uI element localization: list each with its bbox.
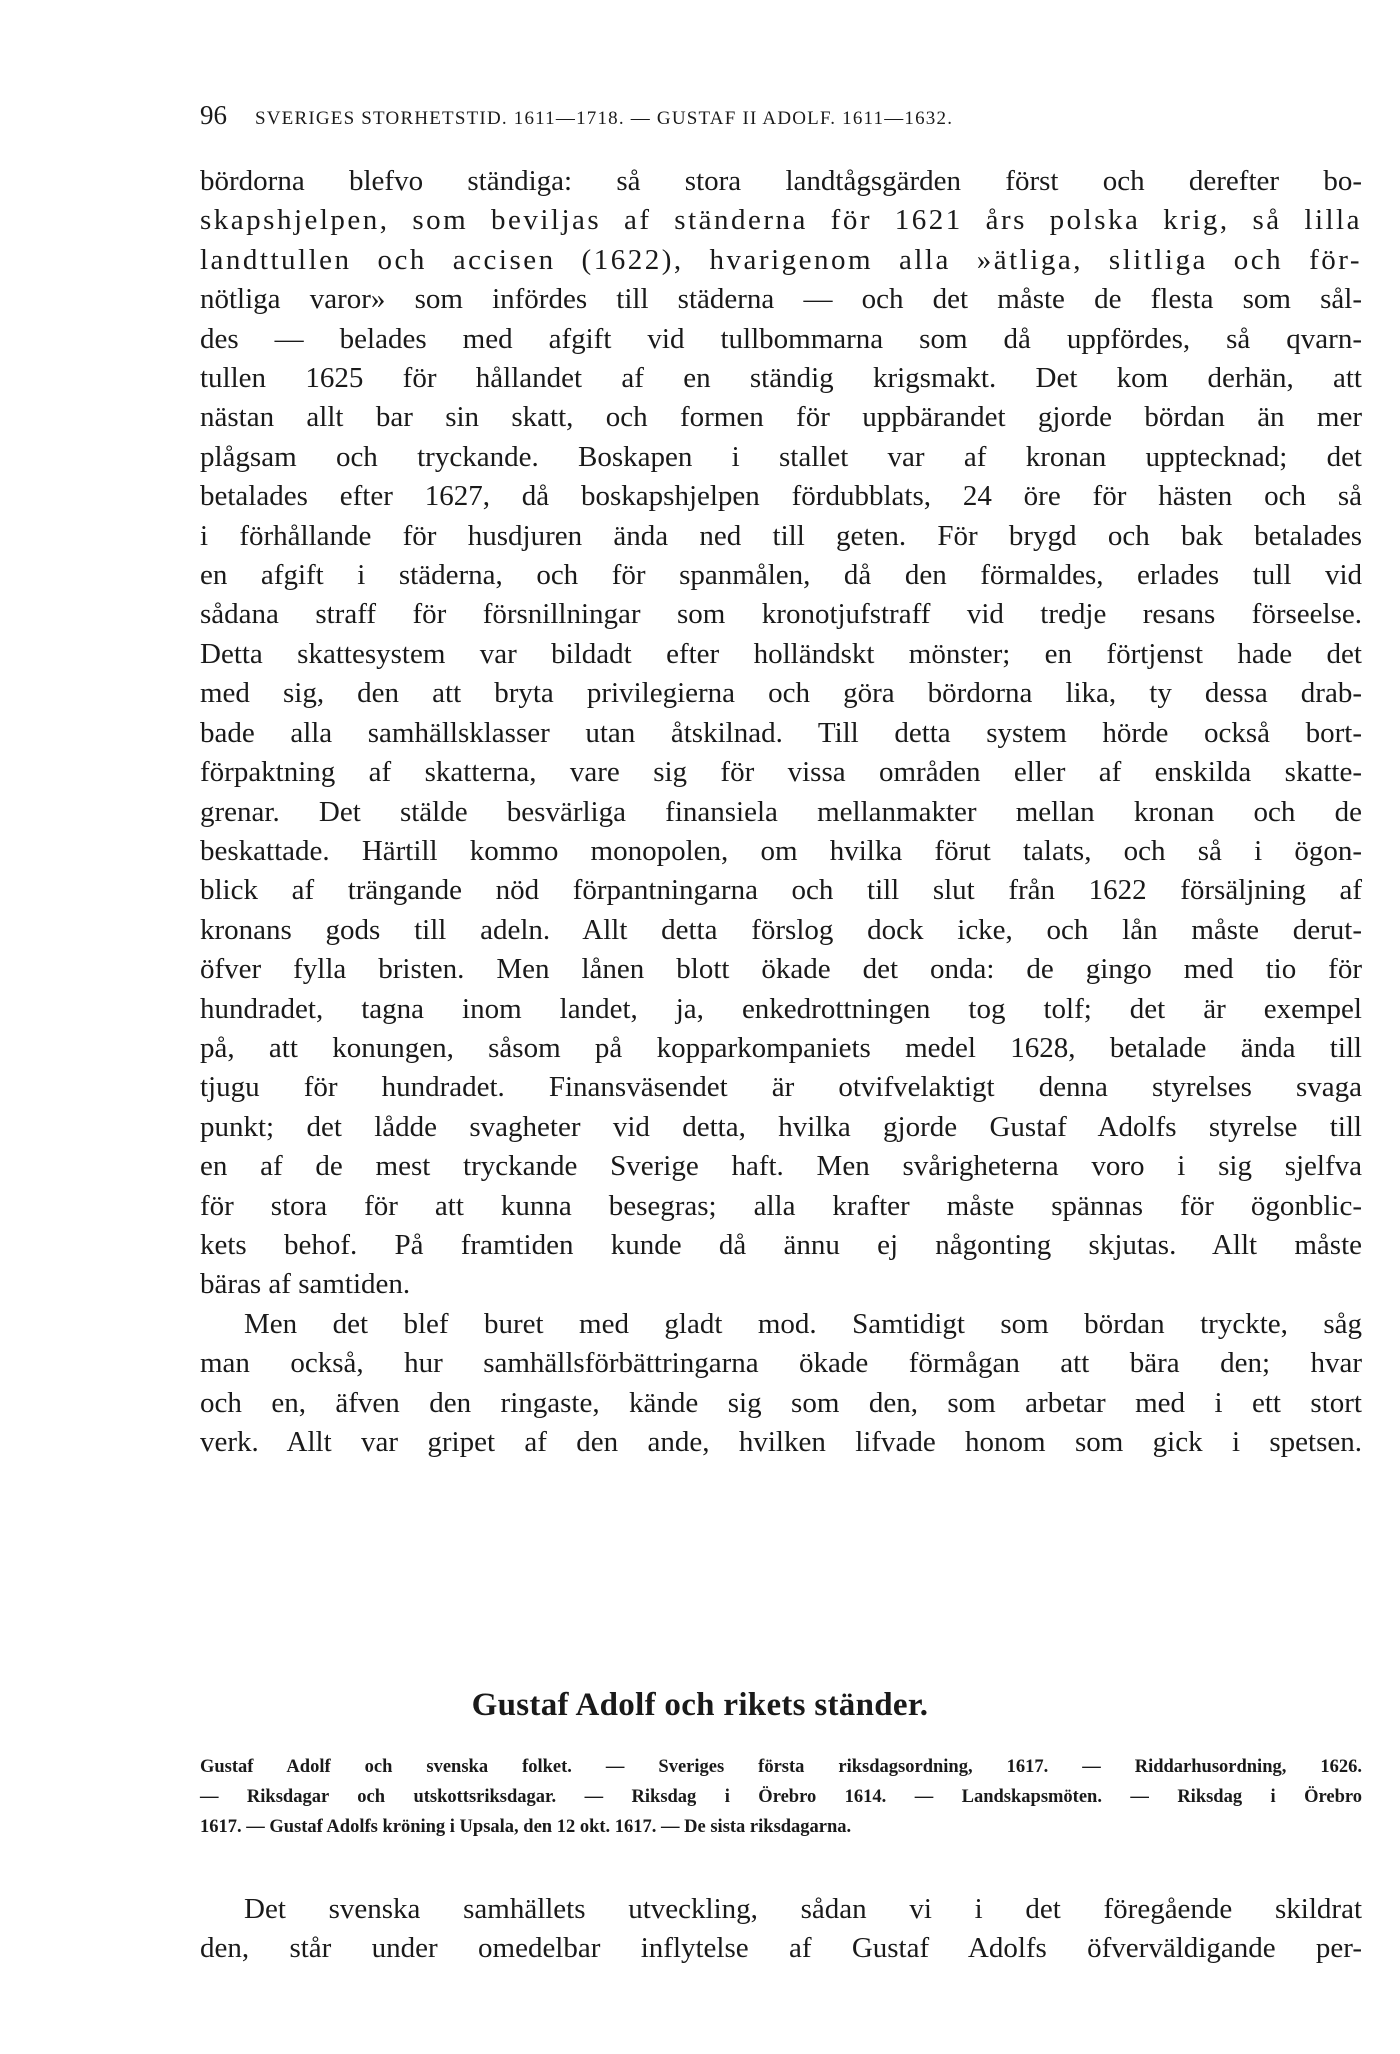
text-line: för stora för att kunna besegras; alla krafter måste spännas för ögonblic- — [200, 1189, 1362, 1222]
text-line: en af de mest tryckande Sverige haft. Men svårigheterna voro i sig sjelfva — [200, 1150, 1362, 1183]
text-line: Det svenska samhällets utveckling, sådan vi i det föregående skildrat — [244, 1893, 1362, 1925]
text-line: Detta skattesystem var bildadt efter holländskt mönster; en förtjenst hade det — [200, 637, 1362, 670]
text-line: des — belades med afgift vid tullbommarna som då uppfördes, så qvarn- — [200, 322, 1362, 355]
summary-line: Gustaf Adolf och svenska folket. — Sveriges första riksdagsordning, 1617. — Riddarhusordning, 1626. — [200, 1757, 1362, 1777]
text-line: på, att konungen, såsom på kopparkompaniets medel 1628, betalade ända till — [200, 1031, 1362, 1064]
paragraph-3 — [200, 1890, 1362, 1969]
text-line: i förhållande för husdjuren ända ned till geten. För brygd och bak betalades — [200, 519, 1362, 552]
text-line: grenar. Det stälde besvärliga finansiela mellanmakter mellan kronan och de — [200, 795, 1362, 828]
text-line: nötliga varor» som infördes till städerna — och det måste de flesta som sål- — [200, 283, 1362, 316]
text-line: beskattade. Härtill kommo monopolen, om hvilka förut talats, och så i ögon- — [200, 834, 1362, 867]
text-line: och en, äfven den ringaste, kände sig som den, som arbetar med i ett stort — [200, 1386, 1362, 1419]
text-line: kets behof. På framtiden kunde då ännu ej någonting skjutas. Allt måste — [200, 1228, 1362, 1261]
text-line: nästan allt bar sin skatt, och formen för uppbärandet gjorde bördan än mer — [200, 401, 1362, 434]
text-line: verk. Allt var gripet af den ande, hvilken lifvade honom som gick i spetsen. — [200, 1426, 1362, 1458]
text-line: bäras af samtiden. — [200, 1268, 411, 1301]
paragraph-1 — [200, 162, 1362, 1462]
summary-line: — Riksdagar och utskottsriksdagar. — Riksdag i Örebro 1614. — Landskapsmöten. — Riksdag i Örebro — [200, 1787, 1362, 1807]
text-line: tjugu för hundradet. Finansväsendet är otvifvelaktigt denna styrelses svaga — [200, 1071, 1362, 1104]
text-line: bade alla samhällsklasser utan åtskilnad. Till detta system hörde också bort- — [200, 716, 1362, 749]
text-line: med sig, den att bryta privilegierna och göra bördorna lika, ty dessa drab- — [200, 677, 1362, 710]
text-line: tullen 1625 för hållandet af en ständig krigsmakt. Det kom derhän, att — [200, 362, 1362, 395]
text-line: Men det blef buret med gladt mod. Samtidigt som bördan tryckte, såg — [244, 1307, 1362, 1340]
text-line: bördorna blefvo ständiga: så stora landtågsgärden först och derefter bo- — [200, 165, 1362, 197]
summary-line: 1617. — Gustaf Adolfs kröning i Upsala, den 12 okt. 1617. — De sista riksdagarna. — [200, 1817, 852, 1837]
text-line: blick af trängande nöd förpantningarna och till slut från 1622 försäljning af — [200, 874, 1362, 907]
section-title: Gustaf Adolf och rikets ständer. — [471, 1687, 929, 1723]
text-line: en afgift i städerna, och för spanmålen, då den förmaldes, erlades tull vid — [200, 559, 1362, 592]
section-summary — [200, 1752, 1362, 1842]
text-line: hundradet, tagna inom landet, ja, enkedrottningen tog tolf; det är exempel — [200, 992, 1362, 1025]
page-number: 96 — [200, 100, 227, 130]
running-title: SVERIGES STORHETSTID. 1611—1718. — GUSTAF II ADOLF. 1611—1632. — [254, 108, 954, 129]
text-line: sådana straff för försnillningar som kronotjufstraff vid tredje resans förseelse. — [200, 598, 1362, 631]
running-header — [200, 100, 1390, 131]
text-line: punkt; det lådde svagheter vid detta, hvilka gjorde Gustaf Adolfs styrelse till — [200, 1110, 1362, 1143]
text-line: förpaktning af skatterna, vare sig för vissa områden eller af enskilda skatte- — [200, 756, 1362, 789]
text-line: landttullen och accisen (1622), hvarigenom alla »ätliga, slitliga och för- — [200, 243, 1362, 276]
text-line: skapshjelpen, som beviljas af ständerna för 1621 års polska krig, så lilla — [200, 204, 1362, 237]
text-line: kronans gods till adeln. Allt detta förslog dock icke, och lån måste derut- — [200, 913, 1362, 946]
text-line: den, står under omedelbar inflytelse af Gustaf Adolfs öfverväldigande per- — [200, 1932, 1362, 1965]
text-line: öfver fylla bristen. Men lånen blott ökade det onda: de gingo med tio för — [200, 953, 1362, 986]
text-line: betalades efter 1627, då boskapshjelpen fördubblats, 24 öre för hästen och så — [200, 480, 1362, 513]
text-line: man också, hur samhällsförbättringarna ökade förmågan att bära den; hvar — [200, 1347, 1362, 1380]
text-line: plågsam och tryckande. Boskapen i stallet var af kronan upptecknad; det — [200, 440, 1362, 473]
